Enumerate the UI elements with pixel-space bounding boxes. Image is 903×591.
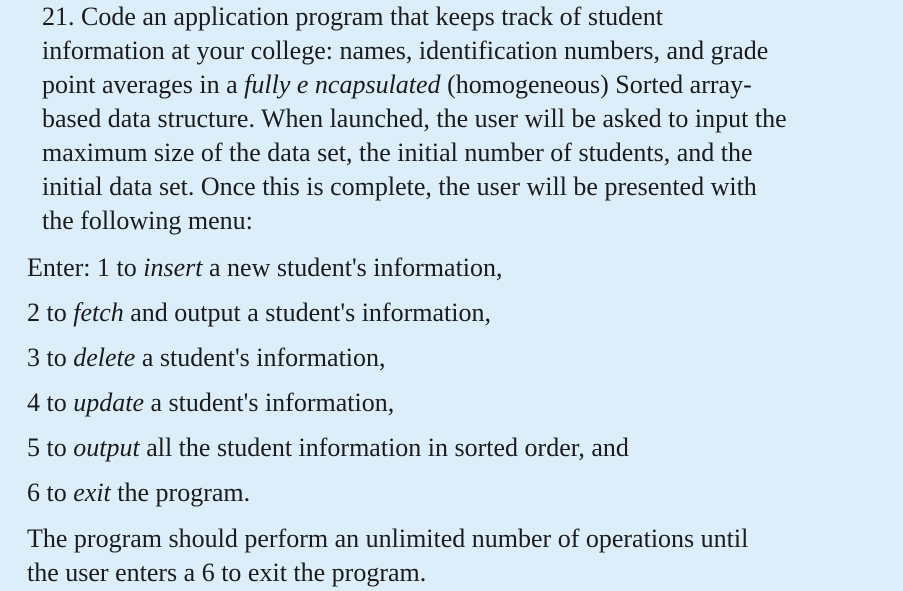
menu-item-output xyxy=(27,431,897,476)
menu-item-verb: output xyxy=(73,433,140,462)
menu-item-verb: fetch xyxy=(73,298,124,327)
menu-item-verb: update xyxy=(73,388,144,417)
menu-item-suffix: the program. xyxy=(110,478,251,507)
problem-statement xyxy=(42,0,897,238)
menu-item-suffix: a student's information, xyxy=(135,343,386,372)
closing-line: the user enters a 6 to exit the program. xyxy=(27,558,427,587)
menu-item-prefix: Enter: 1 to xyxy=(27,253,144,282)
menu-item-verb: exit xyxy=(73,478,111,507)
menu-item-prefix: 2 to xyxy=(27,298,74,327)
problem-line xyxy=(42,170,897,204)
menu-item-delete xyxy=(27,341,897,386)
problem-text: (homogeneous) Sorted array- xyxy=(440,70,752,99)
menu-item-prefix: 5 to xyxy=(27,433,74,462)
problem-number: 21. xyxy=(42,2,75,31)
problem-text: initial data set. Once this is complete, the user will be presented with xyxy=(42,172,757,201)
problem-text: information at your college: names, identification numbers, and grade xyxy=(42,36,769,65)
menu-item-suffix: and output a student's information, xyxy=(123,298,491,327)
menu-item-update xyxy=(27,386,897,431)
menu-item-verb: insert xyxy=(143,253,203,282)
problem-line xyxy=(42,68,897,102)
problem-line xyxy=(42,136,897,170)
closing-paragraph xyxy=(27,522,897,590)
menu-item-prefix: 3 to xyxy=(27,343,74,372)
problem-text: the following menu: xyxy=(42,206,253,235)
problem-emphasis: fully e ncapsulated xyxy=(244,70,441,99)
closing-line: The program should perform an unlimited number of operations until xyxy=(27,524,749,553)
menu-item-suffix: a student's information, xyxy=(144,388,395,417)
menu-item-fetch xyxy=(27,296,897,341)
menu-item-prefix: 6 to xyxy=(27,478,74,507)
menu-item-insert xyxy=(27,251,897,296)
menu-list xyxy=(27,251,897,521)
menu-item-suffix: a new student's information, xyxy=(202,253,503,282)
problem-text: based data structure. When launched, the user will be asked to input the xyxy=(42,104,787,133)
problem-text: point averages in a xyxy=(42,70,245,99)
menu-item-verb: delete xyxy=(73,343,136,372)
problem-text: maximum size of the data set, the initial number of students, and the xyxy=(42,138,753,167)
menu-item-prefix: 4 to xyxy=(27,388,74,417)
problem-line xyxy=(42,204,897,238)
menu-item-exit xyxy=(27,476,897,521)
problem-line xyxy=(42,34,897,68)
problem-line xyxy=(42,0,897,34)
problem-text: Code an application program that keeps track of student xyxy=(81,2,663,31)
problem-line xyxy=(42,102,897,136)
menu-item-suffix: all the student information in sorted order, and xyxy=(139,433,629,462)
